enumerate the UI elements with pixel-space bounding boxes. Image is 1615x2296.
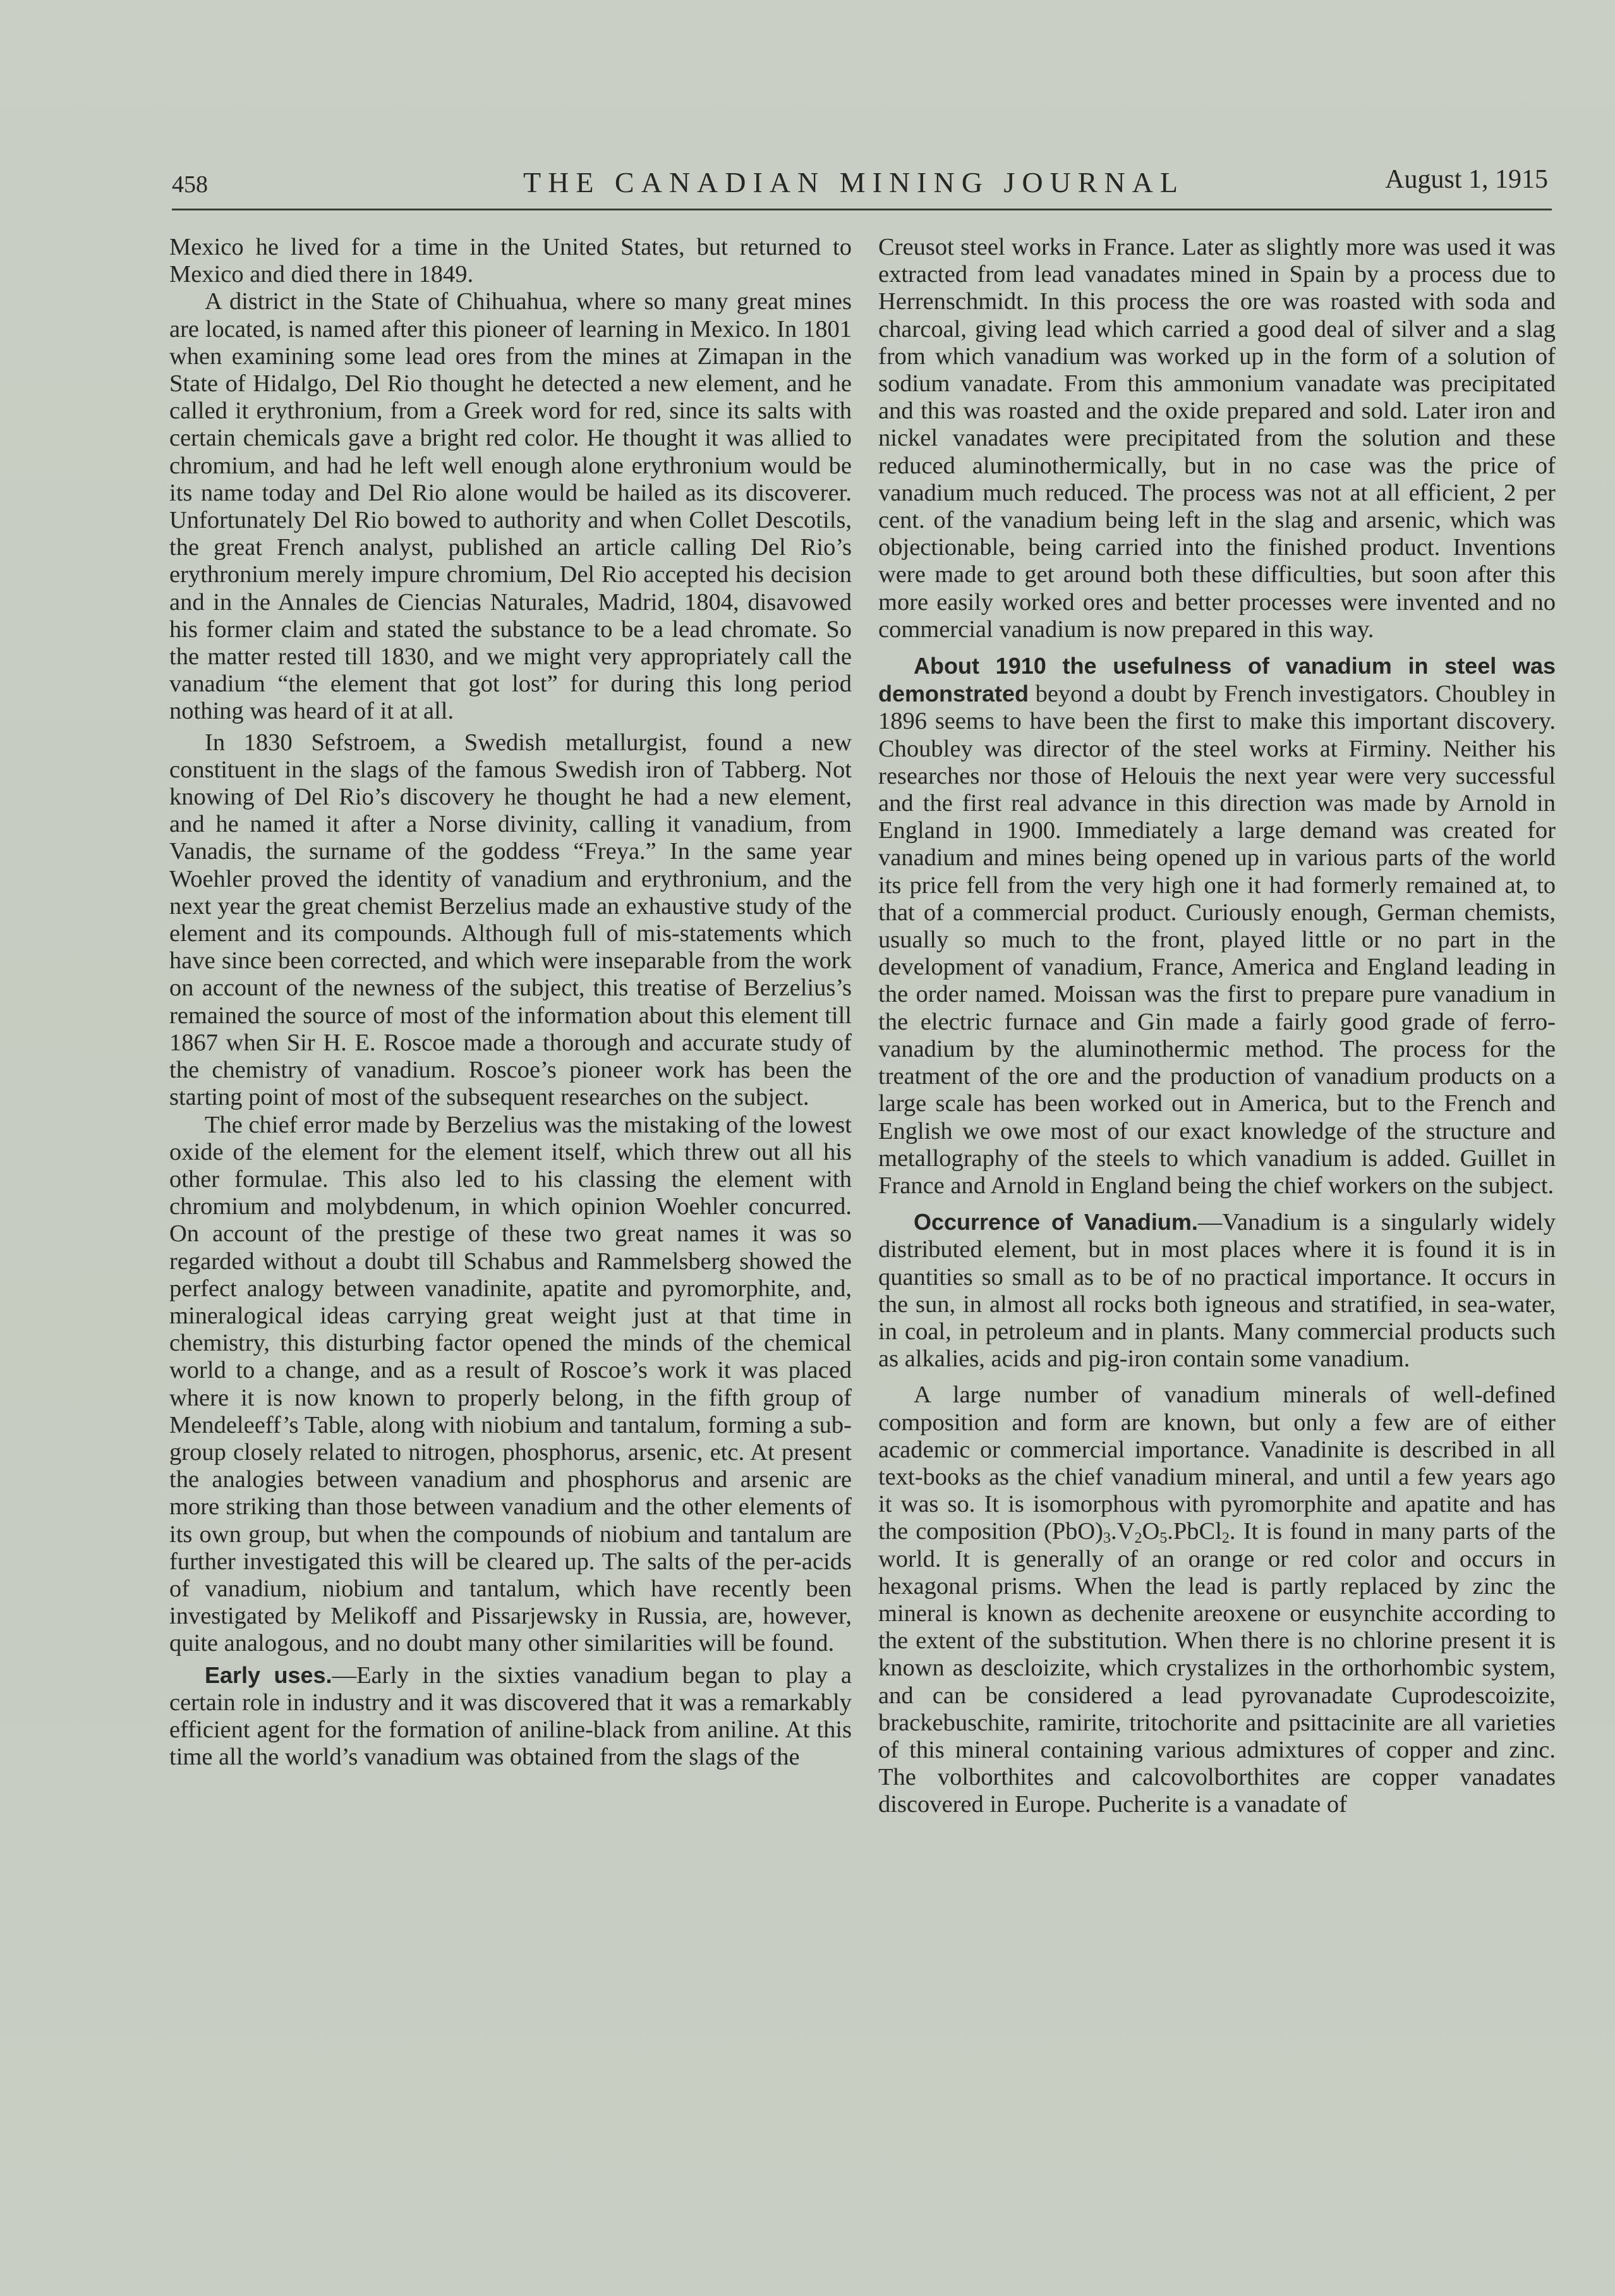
paragraph-text: —Vanadium is a singularly widely distributed element, but in most places where it is found it is in quantities so small as to be of no practical importance. It occurs in the sun, in almost all rocks both igneous and stratified, in sea-water, in coal, in petroleum and in plants. Many commercial products such as alkalies, acids and pig-iron contain some vanadium. xyxy=(878,1209,1556,1373)
paragraph: The chief error made by Berzelius was the mistaking of the lowest oxide of the element for the element itself, which threw out all his other formulae. This also led to his classing the element with chromium and molybdenum, in which opinion Woehler concurred. On account of the prestige of these two great names it was so regarded without a doubt till Schabus and Rammelsberg showed the perfect analogy between vanadinite, apatite and pyromorphite, and, mineralogical ideas carrying great weight just at that time in chemistry, this disturbing factor opened the minds of the chemical world to a change, and as a result of Roscoe’s work it was placed where it is now known to properly belong, in the fifth group of Mendeleeff’s Table, along with niobium and tantalum, forming a sub-group closely related to nitrogen, phosphorus, arsenic, etc. At present the analogies between vanadium and phosphorus and arsenic are more striking than those between vanadium and the other elements of its own group, but when the compounds of niobium and tantalum are further investigated this will be cleared up. The salts of the per-acids of vanadium, niobium and tantalum, which have recently been investigated by Melikoff and Pissarjewsky in Russia, are, however, quite analogous, and no doubt many other similarities will be found. xyxy=(169,1111,852,1657)
paragraph: A district in the State of Chihuahua, where so many great mines are located, is named after this pioneer of learning in Mexico. In 1801 when examining some lead ores from the mines at Zimapan in the State of Hidalgo, Del Rio thought he detected a new element, and he called it erythronium, from a Greek word for red, since its salts with certain chemicals gave a bright red color. He thought it was allied to chromium, and had he left well enough alone erythronium would be its name today and Del Rio alone would be hailed as its discoverer. Unfortunately Del Rio bowed to authority and when Collet Descotils, the great French analyst, published an article calling Del Rio’s erythronium merely impure chromium, Del Rio accepted his decision and in the Annales de Ciencias Naturales, Madrid, 1804, disavowed his former claim and stated the substance to be a lead chromate. So the matter rested till 1830, and we might very appropriately call the vanadium “the element that got lost” for during this long period nothing was heard of it at all. xyxy=(169,288,852,725)
paragraph: Mexico he lived for a time in the United States, but returned to Mexico and died there in 1849. xyxy=(169,234,852,288)
section-heading-early-uses: Early uses. xyxy=(205,1661,332,1688)
formula-text: .V xyxy=(1111,1518,1135,1545)
paragraph-text: beyond a doubt by French investigators. Choubley in 1896 seems to have been the first to make this important discovery. Choubley was director of the steel works at Firminy. Neither his researches nor those of Helouis the next year were very successful and the first real advance in this direction was made by Arnold in England in 1900. Immediately a large demand was created for vanadium and mines being opened up in various parts of the world its price fell from the very high one it had formerly remained at, to that of a commercial product. Curiously enough, German chemists, usually so much to the front, played little or no part in the development of vanadium, France, America and England leading in the order named. Moissan was the first to prepare pure vanadium in the electric furnace and Gin made a fairly good grade of ferro-vanadium by the aluminothermic method. The process for the treatment of the ore and the production of vanadium products on a large scale has been worked out in America, but to the French and English we owe most of our exact knowledge of the structure and metallography of the steels to which vanadium is added. Guillet in France and Arnold in England being the chief workers on the subject. xyxy=(878,681,1556,1199)
paragraph xyxy=(878,1208,1556,1373)
formula-text: O xyxy=(1142,1518,1160,1545)
paragraph-text: A large number of vanadium minerals of well-defined composition and form are known, but only a few are of either academic or commercial importance. Vanadinite is described in all text-books as the chief vanadium mineral, and until a few years ago it was so. It is isomorphous with pyromorphite and apatite and has the composition (PbO) xyxy=(878,1382,1556,1545)
formula-text: .PbCl xyxy=(1167,1518,1222,1545)
page-header xyxy=(172,163,1548,207)
paragraph-text: —Early in the sixties vanadium began to play a certain role in industry and it was discovered that it was a remarkably efficient agent for the formation of aniline-black from aniline. At this time all the world’s vanadium was obtained from the slags of the xyxy=(169,1661,852,1771)
journal-title: THE CANADIAN MINING JOURNAL xyxy=(523,166,1185,198)
formula-subscript: 5 xyxy=(1159,1530,1168,1547)
section-heading-usefulness: About 1910 the usefulness of vanadium in steel was demonstrated xyxy=(878,653,1556,707)
paragraph xyxy=(878,1382,1556,1818)
left-column xyxy=(169,234,852,1771)
header-rule xyxy=(172,209,1552,210)
section-heading-occurrence: Occurrence of Vanadium. xyxy=(914,1209,1198,1236)
formula-subscript: 2 xyxy=(1134,1530,1142,1547)
issue-date: August 1, 1915 xyxy=(1385,165,1548,194)
page-number: 458 xyxy=(172,171,208,198)
paragraph: Creusot steel works in France. Later as slightly more was used it was extracted from lead vanadates mined in Spain by a process due to Herrenschmidt. In this process the ore was roasted with soda and charcoal, giving lead which carried a good deal of silver and a slag from which vanadium was worked up in the form of a solution of sodium vanadate. From this ammonium vanadate was precipitated and this was roasted and the oxide prepared and sold. Later iron and nickel vanadates were precipitated from the solution and these reduced aluminothermically, but in no case was the price of vanadium much reduced. The process was not at all efficient, 2 per cent. of the vanadium being left in the slag and arsenic, which was objectionable, being carried into the finished product. Inventions were made to get around both these difficulties, but soon after this more easily worked ores and better processes were invented and no commercial vanadium is now prepared in this way. xyxy=(878,234,1556,643)
paragraph: In 1830 Sefstroem, a Swedish metallurgist, found a new constituent in the slags of the famous Swedish iron of Tabberg. Not knowing of Del Rio’s discovery he thought he had a new element, and he named it after a Norse divinity, calling it vanadium, from Vanadis, the surname of the goddess “Freya.” In the same year Woehler proved the identity of vanadium and erythronium, and the next year the great chemist Berzelius made an exhaustive study of the element and its compounds. Although full of mis-statements which have since been corrected, and which were inseparable from the work on account of the newness of the subject, this treatise of Berzelius’s remained the source of most of the information about this element till 1867 when Sir H. E. Roscoe made a thorough and accurate study of the chemistry of vanadium. Roscoe’s pioneer work has been the starting point of most of the subsequent researches on the subject. xyxy=(169,729,852,1111)
paragraph xyxy=(169,1661,852,1771)
paragraph-text: . It is found in many parts of the world. It is generally of an orange or red color and occurs in hexagonal prisms. When the lead is partly replaced by zinc the mineral is known as dechenite areoxene or eusynchite according to the extent of the substitution. When there is no chlorine present it is known as descloizite, which crystalizes in the orthorhombic system, and can be considered a lead pyrovanadate Cuprodescoizite, brackebuschite, ramirite, tritochorite and psittacinite are all varieties of this mineral containing various admixtures of copper and zinc. The volborthites and calcovolborthites are copper vanadates discovered in Europe. Pucherite is a vanadate of xyxy=(878,1518,1556,1818)
paragraph xyxy=(878,652,1556,1200)
formula-subscript: 3 xyxy=(1103,1530,1111,1547)
formula-subscript: 2 xyxy=(1221,1530,1230,1547)
right-column xyxy=(878,234,1556,1819)
